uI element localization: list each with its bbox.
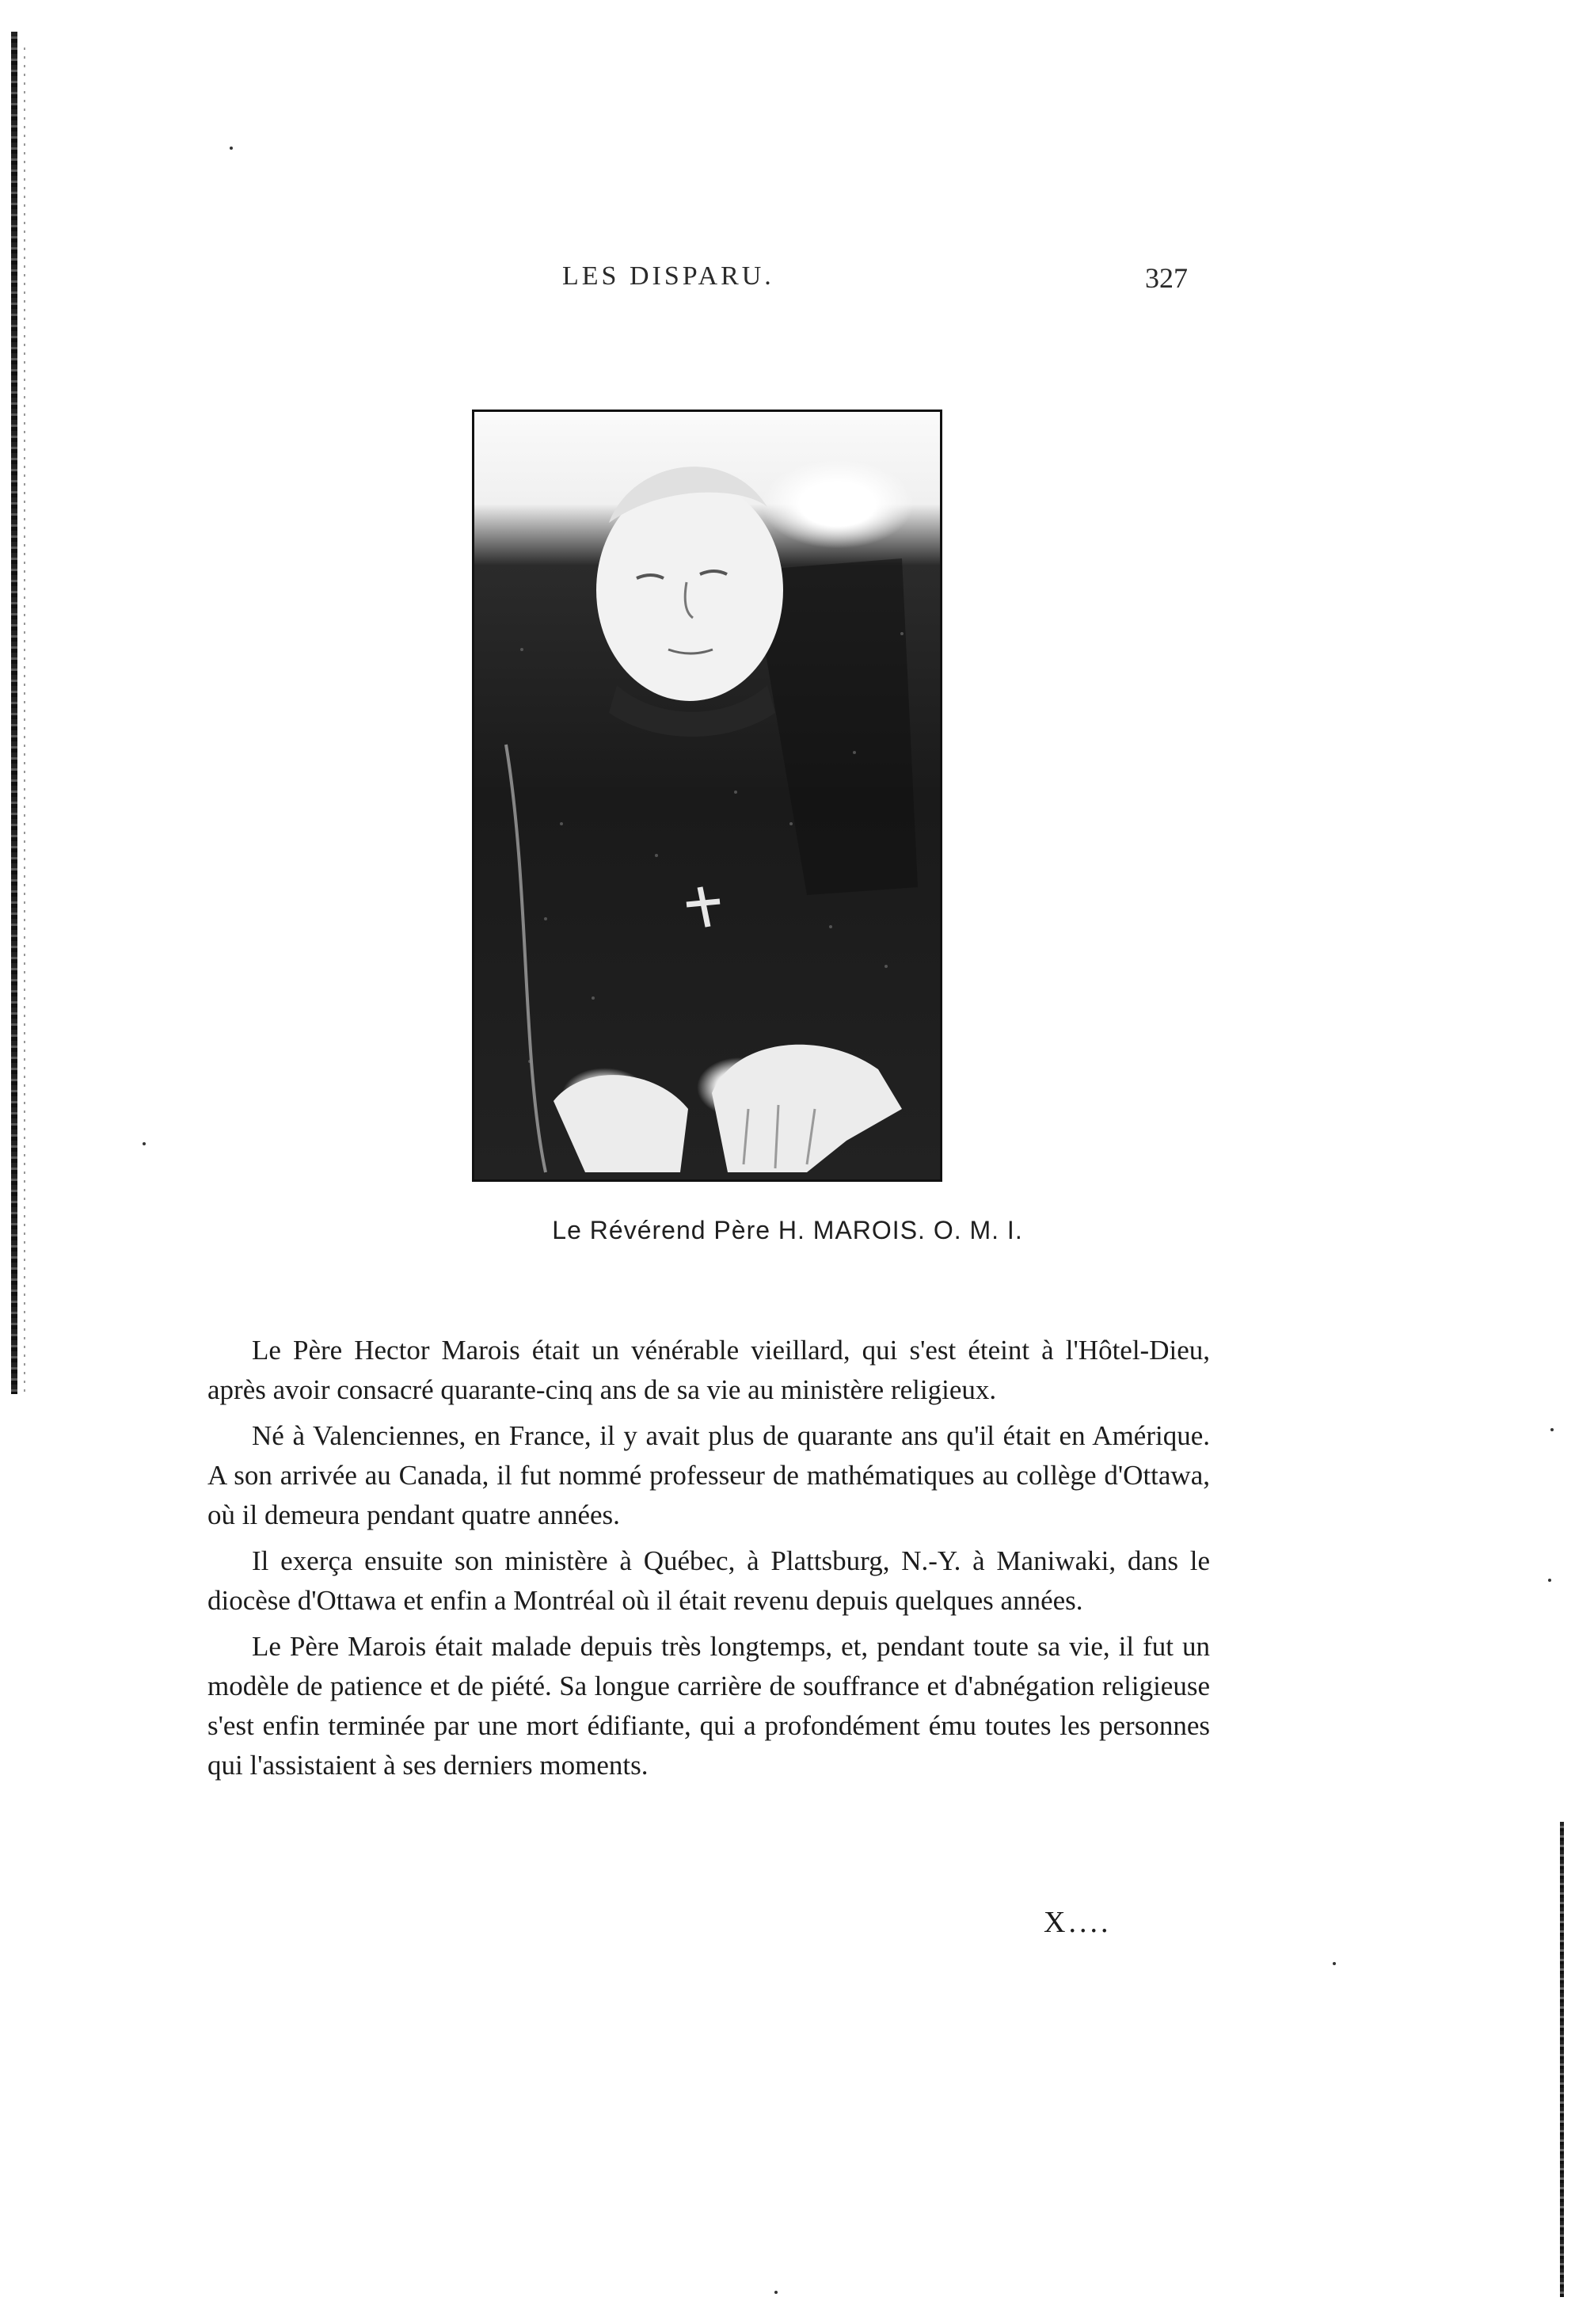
chair-arm-line [506, 745, 546, 1172]
page-number: 327 [1145, 262, 1188, 294]
article-body [207, 1331, 1210, 1792]
running-title: LES DISPARU. [562, 261, 774, 291]
paragraph: Né à Valenciennes, en France, il y avait plus de quarante ans qu'il était en Amérique. A son arrivée au Canada, il fut nommé professeur de mathématiques au collège d'Ottawa, où il demeura pendant quatre années. [207, 1420, 1210, 1530]
scan-edge-right [1560, 1822, 1564, 2297]
right-hand [712, 1045, 902, 1172]
paragraph: Le Père Hector Marois était un vénérable vieillard, qui s'est éteint à l'Hôtel-Dieu, après avoir consacré quarante-cinq ans de sa vie au ministère religieux. [207, 1335, 1210, 1405]
photo-caption: Le Révérend Père H. MAROIS. O. M. I. [552, 1216, 1023, 1244]
scan-speck [1550, 1428, 1554, 1431]
scan-speck [143, 1142, 146, 1145]
running-head [459, 261, 1188, 301]
left-hand [554, 1075, 688, 1172]
signature: X.... [1044, 1906, 1112, 1939]
paragraph: Il exerça ensuite son ministère à Québec, à Plattsburg, N.-Y. à Maniwaki, dans le diocèse d'Ottawa et enfin a Montréal où il était revenu depuis quelques années. [207, 1545, 1210, 1616]
scan-speck [774, 2291, 778, 2294]
scan-speck [1333, 1962, 1336, 1965]
portrait-photograph [472, 410, 942, 1182]
paragraph: Le Père Marois était malade depuis très longtemps, et, pendant toute sa vie, il fut un modèle de patience et de piété. Sa longue carrière de souffrance et d'abnégation religieuse s'est enfin terminée par une mort édifiante, qui a profondément ému toutes les personnes qui l'assistaient à ses derniers moments. [207, 1631, 1210, 1781]
portrait-illustration [474, 412, 940, 1179]
scan-speck [1548, 1579, 1551, 1582]
scan-edge-left [11, 32, 17, 1394]
cross-emblem [687, 887, 720, 927]
scan-edge-left-thin [24, 48, 25, 1394]
scan-speck [230, 147, 233, 150]
